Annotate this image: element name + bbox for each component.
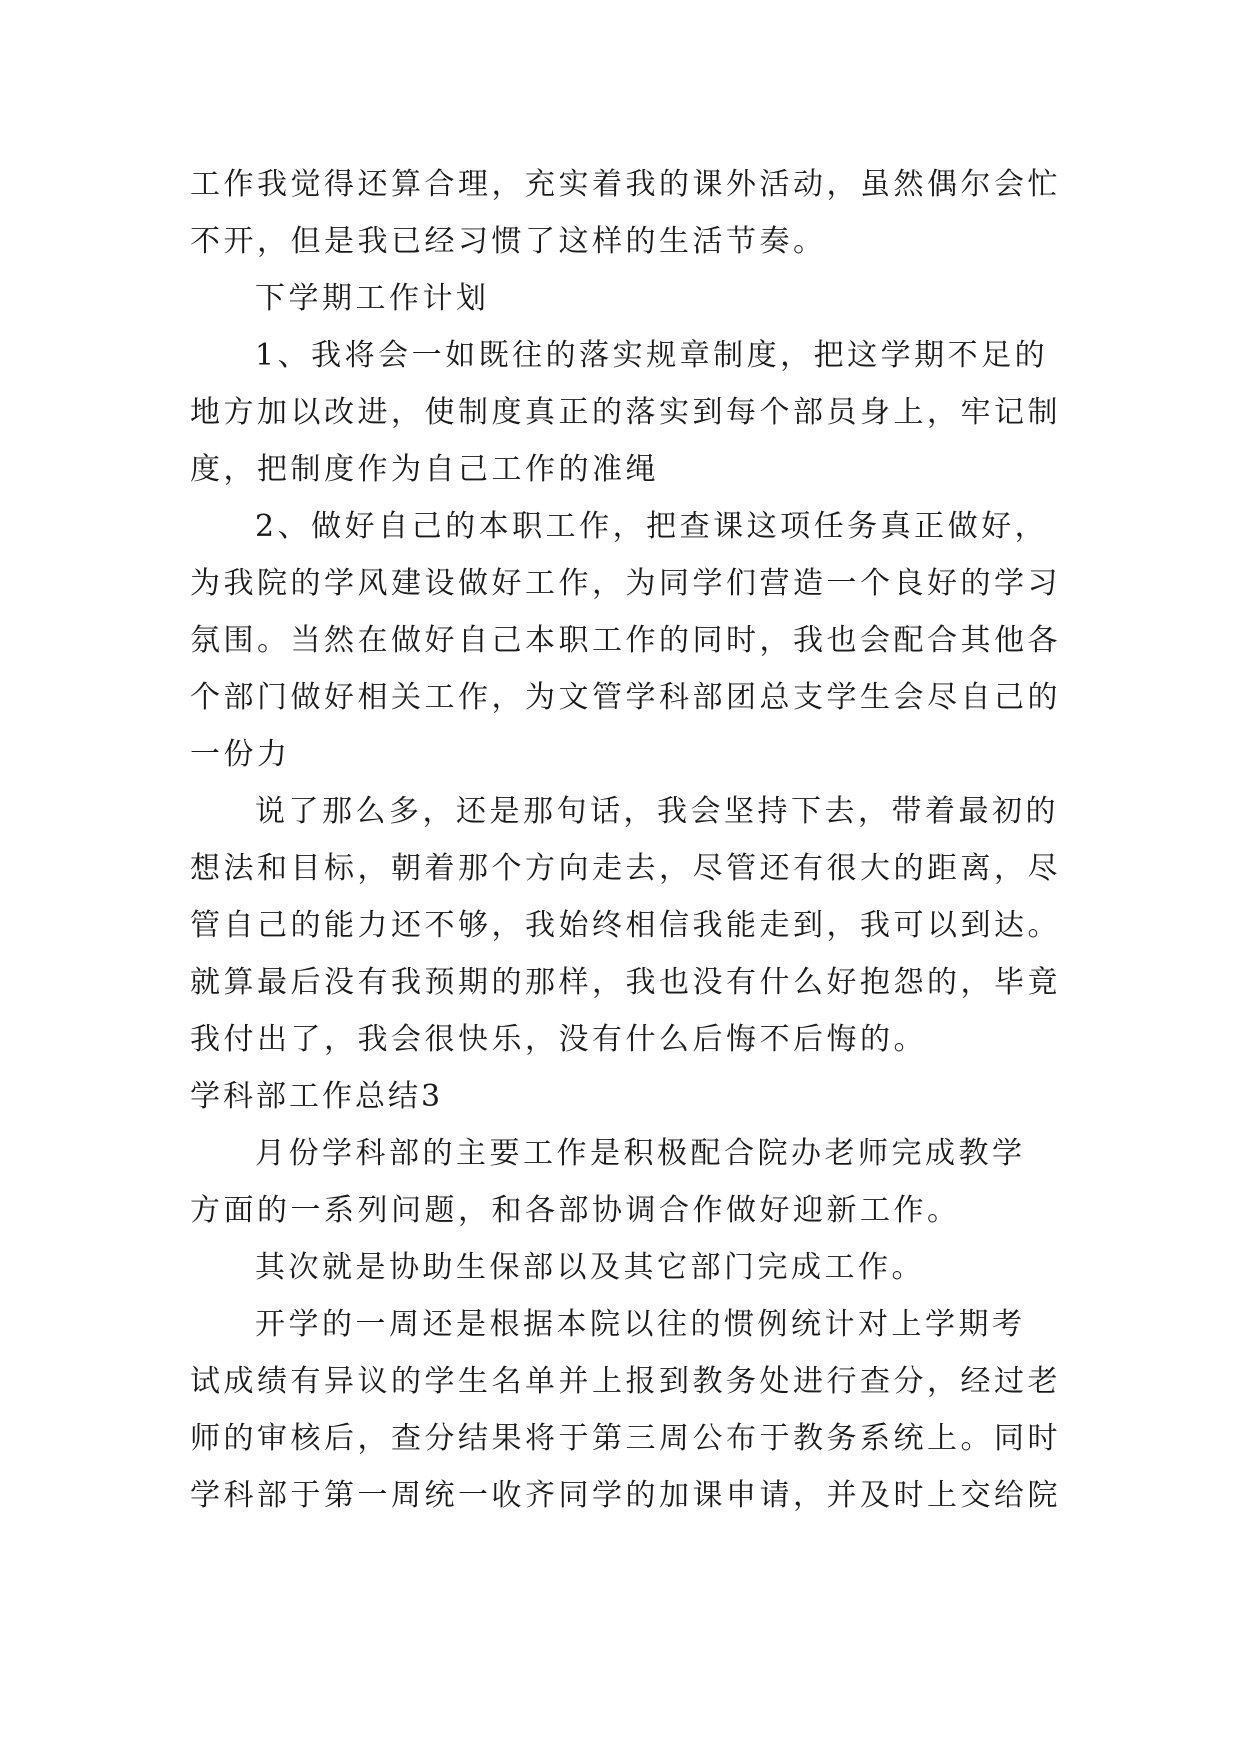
paragraph-first-week: 开学的一周还是根据本院以往的惯例统计对上学期考 试成绩有异议的学生名单并上报到教务处进行查分，经过老 师的审核后，查分结果将于第三周公布于教务系统上。同时 学科部于第一周统一收齐同学的加课申请，并及时上交给院 bbox=[190, 1307, 1061, 1513]
paragraph-plan-item-2: 2、做好自己的本职工作，把查课这项任务真正做好， 为我院的学风建设做好工作，为同学们营造一个良好的学习 氛围。当然在做好自己本职工作的同时，我也会配合其他各 个部门做好相关工作，为文管学科部团总支学生会尽自己的 一份力 bbox=[190, 509, 1061, 772]
paragraph-plan-item-1: 1、我将会一如既往的落实规章制度，把这学期不足的 地方加以改进，使制度真正的落实到每个部员身上，牢记制 度，把制度作为自己工作的准绳 bbox=[190, 338, 1061, 487]
paragraph-month-work: 月份学科部的主要工作是积极配合院办老师完成教学 方面的一系列问题，和各部协调合作做好迎新工作。 bbox=[190, 1136, 1026, 1228]
paragraph-continued-work: 工作我觉得还算合理，充实着我的课外活动，虽然偶尔会忙 不开，但是我已经习惯了这样的生活节奏。 bbox=[190, 167, 1061, 259]
paragraph-closing: 说了那么多，还是那句话，我会坚持下去，带着最初的 想法和目标，朝着那个方向走去，尽管还有很大的距离，尽 管自己的能力还不够，我始终相信我能走到，我可以到达。 就算最后没有我预期的那样，我也没有什么好抱怨的，毕竟 我付出了，我会很快乐，没有什么后悔不后悔的。 bbox=[190, 794, 1061, 1057]
heading-summary-3: 学科部工作总结3 bbox=[190, 1079, 444, 1114]
document-body bbox=[190, 156, 1070, 1524]
paragraph-assist-departments: 其次就是协助生保部以及其它部门完成工作。 bbox=[255, 1250, 925, 1285]
section-title-next-term-plan: 下学期工作计划 bbox=[255, 281, 490, 316]
